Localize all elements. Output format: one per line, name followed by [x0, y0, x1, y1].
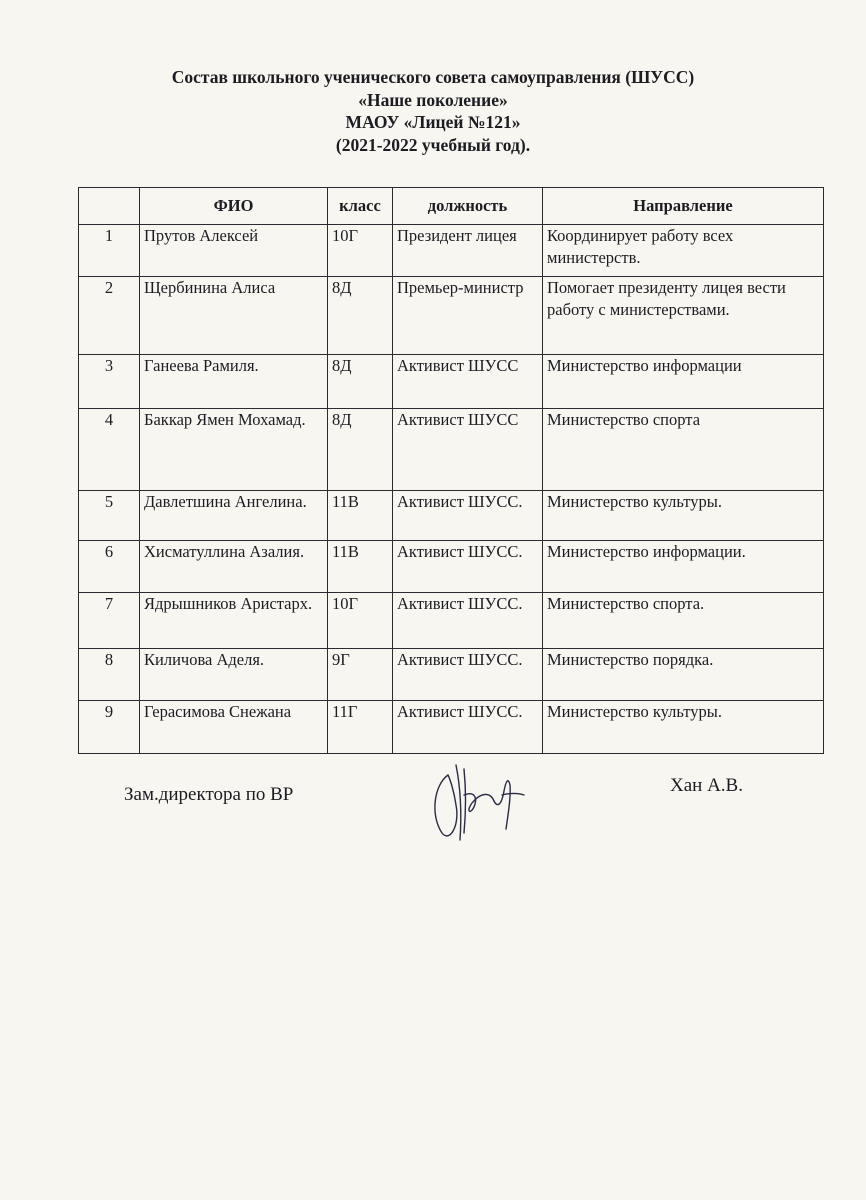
cell-name: Киличова Аделя.	[140, 649, 328, 701]
cell-number: 2	[79, 277, 140, 355]
table-row	[79, 277, 824, 355]
header-direction: Направление	[543, 188, 824, 225]
header-name: ФИО	[140, 188, 328, 225]
cell-number: 3	[79, 355, 140, 409]
title-line-2: «Наше поколение»	[358, 89, 508, 110]
document-header	[0, 66, 866, 156]
cell-class: 11Г	[328, 701, 393, 754]
cell-role: Активист ШУСС.	[393, 593, 543, 649]
cell-class: 8Д	[328, 355, 393, 409]
table-row	[79, 491, 824, 541]
cell-role: Активист ШУСС.	[393, 701, 543, 754]
header-role: должность	[393, 188, 543, 225]
signatory-position: Зам.директора по ВР	[124, 784, 294, 805]
table-row	[79, 649, 824, 701]
cell-number: 9	[79, 701, 140, 754]
cell-class: 8Д	[328, 409, 393, 491]
cell-number: 7	[79, 593, 140, 649]
cell-class: 10Г	[328, 225, 393, 277]
cell-class: 10Г	[328, 593, 393, 649]
table-row	[79, 355, 824, 409]
table-row	[79, 701, 824, 754]
cell-role: Активист ШУСС.	[393, 541, 543, 593]
cell-direction: Координирует работу всех министерств.	[543, 225, 824, 277]
header-class: класс	[328, 188, 393, 225]
cell-direction: Министерство культуры.	[543, 491, 824, 541]
cell-direction: Помогает президенту лицея вести работу с министерствами.	[543, 277, 824, 355]
cell-name: Давлетшина Ангелина.	[140, 491, 328, 541]
cell-name: Хисматуллина Азалия.	[140, 541, 328, 593]
cell-direction: Министерство порядка.	[543, 649, 824, 701]
table-header-row	[79, 188, 824, 225]
cell-name: Баккар Ямен Мохамад.	[140, 409, 328, 491]
cell-class: 11В	[328, 491, 393, 541]
council-table	[78, 187, 824, 754]
cell-direction: Министерство культуры.	[543, 701, 824, 754]
table-row	[79, 541, 824, 593]
cell-direction: Министерство спорта.	[543, 593, 824, 649]
cell-role: Премьер-министр	[393, 277, 543, 355]
title-line-3: МАОУ «Лицей №121»	[345, 112, 521, 132]
cell-class: 8Д	[328, 277, 393, 355]
cell-direction: Министерство информации	[543, 355, 824, 409]
title-line-4: (2021-2022 учебный год).	[335, 134, 531, 155]
cell-name: Прутов Алексей	[140, 225, 328, 277]
cell-role: Активист ШУСС	[393, 409, 543, 491]
table-row	[79, 409, 824, 491]
cell-number: 1	[79, 225, 140, 277]
cell-number: 8	[79, 649, 140, 701]
signatory-name: Хан А.В.	[670, 775, 743, 796]
cell-role: Президент лицея	[393, 225, 543, 277]
cell-number: 6	[79, 541, 140, 593]
cell-number: 4	[79, 409, 140, 491]
cell-name: Ганеева Рамиля.	[140, 355, 328, 409]
cell-class: 11В	[328, 541, 393, 593]
handwritten-signature-icon	[420, 755, 530, 845]
cell-number: 5	[79, 491, 140, 541]
table-row	[79, 225, 824, 277]
cell-role: Активист ШУСС.	[393, 649, 543, 701]
cell-name: Ядрышников Аристарх.	[140, 593, 328, 649]
cell-role: Активист ШУСС	[393, 355, 543, 409]
cell-name: Герасимова Снежана	[140, 701, 328, 754]
cell-role: Активист ШУСС.	[393, 491, 543, 541]
header-number	[79, 188, 140, 225]
cell-direction: Министерство информации.	[543, 541, 824, 593]
cell-direction: Министерство спорта	[543, 409, 824, 491]
cell-class: 9Г	[328, 649, 393, 701]
table-row	[79, 593, 824, 649]
cell-name: Щербинина Алиса	[140, 277, 328, 355]
title-line-1: Состав школьного ученического совета самоуправления (ШУСС)	[171, 67, 695, 87]
